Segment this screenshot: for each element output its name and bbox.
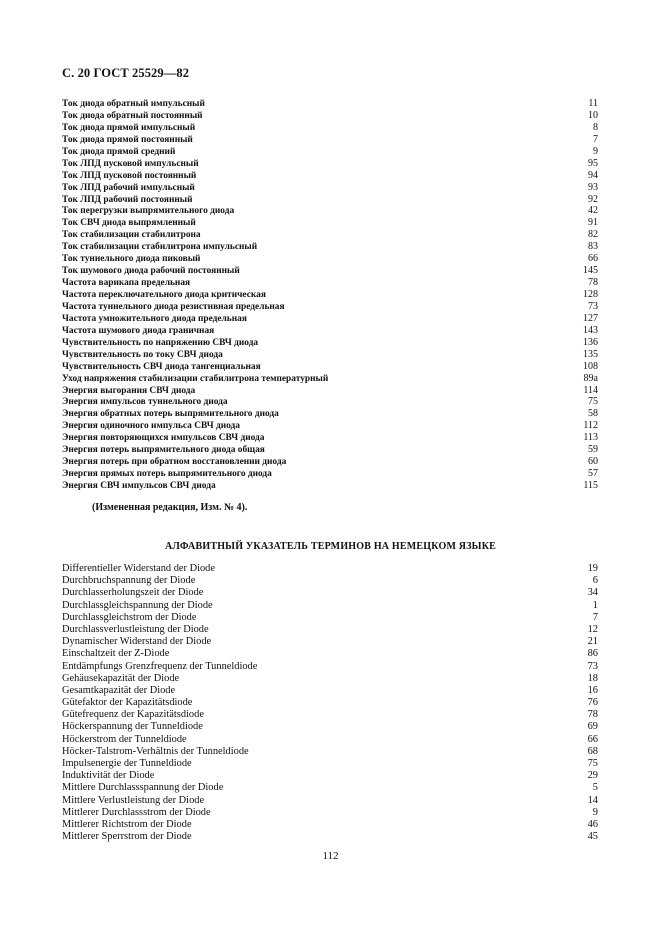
index-entry (62, 134, 598, 146)
entry-term: Ток диода прямой средний (62, 146, 176, 157)
entry-term: Энергия выгорания СВЧ диода (62, 385, 196, 396)
entry-page-ref: 7 (593, 133, 598, 145)
index-entry (62, 385, 598, 397)
entry-term: Mittlere Durchlassspannung der Diode (62, 782, 224, 794)
index-entry (62, 205, 598, 217)
entry-term: Höckerspannung der Tunneldiode (62, 721, 203, 733)
index-entry (62, 277, 598, 289)
entry-page-ref: 89а (583, 372, 598, 384)
entry-term: Энергия обратных потерь выпрямительного диода (62, 409, 279, 420)
entry-page-ref: 42 (588, 205, 598, 217)
index-entry (62, 746, 598, 758)
index-entry (62, 709, 598, 721)
entry-page-ref: 68 (587, 745, 598, 757)
entry-page-ref: 91 (588, 217, 598, 229)
index-entry (62, 734, 598, 746)
entry-term: Энергия одиночного импульса СВЧ диода (62, 421, 240, 432)
entry-page-ref: 73 (587, 660, 598, 672)
index-entry (62, 480, 598, 492)
entry-term: Ток ЛПД рабочий импульсный (62, 182, 195, 193)
entry-page-ref: 18 (587, 672, 598, 684)
entry-term: Durchbruchspannung der Diode (62, 575, 196, 587)
entry-term: Gütefaktor der Kapazitätsdiode (62, 697, 193, 709)
entry-page-ref: 112 (583, 420, 598, 432)
index-entry (62, 685, 598, 697)
index-entry (62, 217, 598, 229)
entry-page-ref: 78 (587, 709, 598, 721)
index-entry (62, 361, 598, 373)
entry-term: Entdämpfungs Grenzfrequenz der Tunneldiode (62, 660, 258, 672)
entry-page-ref: 145 (583, 265, 598, 277)
index-entry (62, 587, 598, 599)
entry-term: Ток ЛПД пусковой импульсный (62, 158, 199, 169)
entry-page-ref: 66 (588, 253, 598, 265)
index-entry (62, 98, 598, 110)
entry-page-ref: 58 (588, 408, 598, 420)
entry-term: Чувствительность по току СВЧ диода (62, 349, 223, 360)
entry-term: Энергия прямых потерь выпрямительного диода (62, 469, 272, 480)
entry-page-ref: 114 (583, 384, 598, 396)
index-entry (62, 636, 598, 648)
index-entry (62, 313, 598, 325)
entry-page-ref: 5 (592, 782, 598, 794)
entry-term: Höcker-Talstrom-Verhältnis der Tunneldiode (62, 745, 249, 757)
entry-term: Dynamischer Widerstand der Diode (62, 636, 212, 648)
entry-page-ref: 95 (588, 157, 598, 169)
entry-term: Höckerstrom der Tunneldiode (62, 733, 187, 745)
entry-term: Уход напряжения стабилизации стабилитрона температурный (62, 373, 329, 384)
entry-page-ref: 135 (583, 348, 598, 360)
german-term-index (62, 563, 598, 843)
entry-page-ref: 45 (587, 831, 598, 843)
entry-page-ref: 19 (587, 563, 598, 574)
entry-page-ref: 46 (587, 818, 598, 830)
entry-page-ref: 59 (588, 444, 598, 456)
index-entry (62, 807, 598, 819)
entry-term: Ток стабилизации стабилитрона импульсный (62, 242, 258, 253)
entry-term: Чувствительность СВЧ диода тангенциальная (62, 361, 261, 372)
index-entry (62, 337, 598, 349)
amendment-note: (Измененная редакция, Изм. № 4). (92, 502, 248, 513)
entry-page-ref: 66 (587, 733, 598, 745)
index-entry (62, 831, 598, 843)
entry-term: Mittlerer Sperrstrom der Diode (62, 831, 192, 843)
entry-term: Энергия импульсов туннельного диода (62, 397, 228, 408)
entry-page-ref: 57 (588, 468, 598, 480)
entry-page-ref: 78 (588, 277, 598, 289)
index-entry (62, 229, 598, 241)
entry-term: Impulsenergie der Tunneldiode (62, 758, 192, 769)
index-entry (62, 795, 598, 807)
entry-page-ref: 93 (588, 181, 598, 193)
index-entry (62, 782, 598, 794)
entry-page-ref: 69 (587, 721, 598, 733)
entry-page-ref: 82 (588, 229, 598, 241)
entry-term: Энергия потерь выпрямительного диода общая (62, 445, 265, 456)
entry-term: Частота шумового диода граничная (62, 325, 215, 336)
entry-term: Энергия потерь при обратном восстановлении диода (62, 457, 287, 468)
entry-term: Ток стабилизации стабилитрона (62, 230, 201, 241)
entry-page-ref: 83 (588, 241, 598, 253)
entry-page-ref: 136 (583, 336, 598, 348)
entry-page-ref: 1 (592, 599, 598, 611)
entry-page-ref: 75 (588, 396, 598, 408)
index-entry (62, 432, 598, 444)
entry-page-ref: 16 (587, 684, 598, 696)
index-entry (62, 563, 598, 575)
entry-term: Mittlerer Richtstrom der Diode (62, 818, 192, 830)
index-entry (62, 648, 598, 660)
section-title: АЛФАВИТНЫЙ УКАЗАТЕЛЬ ТЕРМИНОВ НА НЕМЕЦКОМ ЯЗЫКЕ (164, 541, 497, 552)
index-entry (62, 289, 598, 301)
entry-term: Mittlerer Durchlassstrom der Diode (62, 806, 211, 818)
entry-page-ref: 29 (587, 770, 598, 782)
index-entry (62, 661, 598, 673)
entry-term: Частота туннельного диода резистивная предельная (62, 301, 285, 312)
index-entry (62, 444, 598, 456)
page-header: С. 20 ГОСТ 25529—82 (62, 66, 190, 80)
entry-term: Gütefrequenz der Kapazitätsdiode (62, 709, 204, 721)
entry-page-ref: 9 (593, 145, 598, 157)
entry-term: Induktivität der Diode (62, 770, 155, 782)
entry-page-ref: 76 (587, 697, 598, 709)
entry-page-ref: 34 (587, 587, 598, 599)
index-entry (62, 158, 598, 170)
entry-page-ref: 127 (583, 312, 598, 324)
entry-page-ref: 60 (588, 456, 598, 468)
entry-term: Einschaltzeit der Z-Diode (62, 648, 170, 660)
entry-term: Durchlassverlustleistung der Diode (62, 623, 209, 635)
entry-page-ref: 128 (583, 289, 598, 300)
index-entry (62, 575, 598, 587)
index-entry (62, 253, 598, 265)
index-entry (62, 408, 598, 420)
entry-page-ref: 8 (593, 121, 598, 133)
entry-page-ref: 94 (588, 169, 598, 181)
index-entry (62, 468, 598, 480)
index-entry (62, 758, 598, 770)
index-entry (62, 182, 598, 194)
entry-term: Энергия повторяющихся импульсов СВЧ диода (62, 433, 265, 444)
russian-term-index (62, 98, 598, 492)
entry-page-ref: 113 (583, 432, 598, 444)
entry-term: Ток диода прямой импульсный (62, 122, 196, 133)
entry-term: Ток диода обратный постоянный (62, 110, 203, 121)
index-entry (62, 349, 598, 361)
index-entry (62, 612, 598, 624)
entry-term: Durchlassgleichstrom der Diode (62, 611, 197, 623)
index-entry (62, 170, 598, 182)
index-entry (62, 301, 598, 313)
entry-term: Ток диода прямой постоянный (62, 134, 193, 145)
entry-page-ref: 92 (588, 193, 598, 205)
entry-page-ref: 14 (587, 794, 598, 806)
entry-term: Durchlasserholungszeit der Diode (62, 587, 204, 599)
entry-term: Gesamtkapazität der Diode (62, 684, 176, 696)
index-entry (62, 697, 598, 709)
entry-term: Ток перегрузки выпрямительного диода (62, 206, 235, 217)
entry-page-ref: 6 (592, 575, 598, 587)
index-entry (62, 194, 598, 206)
index-entry (62, 721, 598, 733)
entry-term: Частота варикапа предельная (62, 278, 191, 289)
entry-term: Gehäusekapazität der Diode (62, 672, 180, 684)
page-number: 112 (322, 850, 339, 862)
index-entry (62, 770, 598, 782)
entry-page-ref: 115 (583, 480, 598, 491)
index-entry (62, 122, 598, 134)
index-entry (62, 146, 598, 158)
entry-page-ref: 9 (592, 806, 598, 818)
index-entry (62, 624, 598, 636)
entry-term: Differentieller Widerstand der Diode (62, 563, 215, 574)
index-entry (62, 110, 598, 122)
entry-term: Mittlere Verlustleistung der Diode (62, 794, 205, 806)
entry-page-ref: 21 (587, 636, 598, 648)
index-entry (62, 819, 598, 831)
entry-term: Частота умножительного диода предельная (62, 313, 247, 324)
entry-term: Ток ЛПД рабочий постоянный (62, 194, 193, 205)
index-entry (62, 241, 598, 253)
entry-term: Ток туннельного диода пиковый (62, 254, 201, 265)
entry-page-ref: 75 (587, 758, 598, 769)
entry-term: Ток шумового диода рабочий постоянный (62, 266, 240, 277)
entry-term: Durchlassgleichspannung der Diode (62, 599, 213, 611)
entry-page-ref: 108 (583, 360, 598, 372)
entry-page-ref: 11 (588, 98, 598, 109)
index-entry (62, 373, 598, 385)
entry-term: Ток диода обратный импульсный (62, 99, 205, 109)
entry-page-ref: 7 (592, 611, 598, 623)
index-entry (62, 396, 598, 408)
entry-term: Ток СВЧ диода выпрямленный (62, 218, 196, 229)
index-entry (62, 673, 598, 685)
entry-page-ref: 12 (587, 623, 598, 635)
entry-page-ref: 86 (587, 648, 598, 660)
index-entry (62, 325, 598, 337)
index-entry (62, 420, 598, 432)
index-entry (62, 265, 598, 277)
index-entry (62, 456, 598, 468)
entry-term: Ток ЛПД пусковой постоянный (62, 170, 197, 181)
entry-page-ref: 10 (588, 109, 598, 121)
entry-term: Частота переключательного диода критическая (62, 290, 266, 300)
index-entry (62, 600, 598, 612)
entry-term: Чувствительность по напряжению СВЧ диода (62, 337, 259, 348)
entry-page-ref: 143 (583, 324, 598, 336)
entry-page-ref: 73 (588, 300, 598, 312)
entry-term: Энергия СВЧ импульсов СВЧ диода (62, 481, 216, 491)
